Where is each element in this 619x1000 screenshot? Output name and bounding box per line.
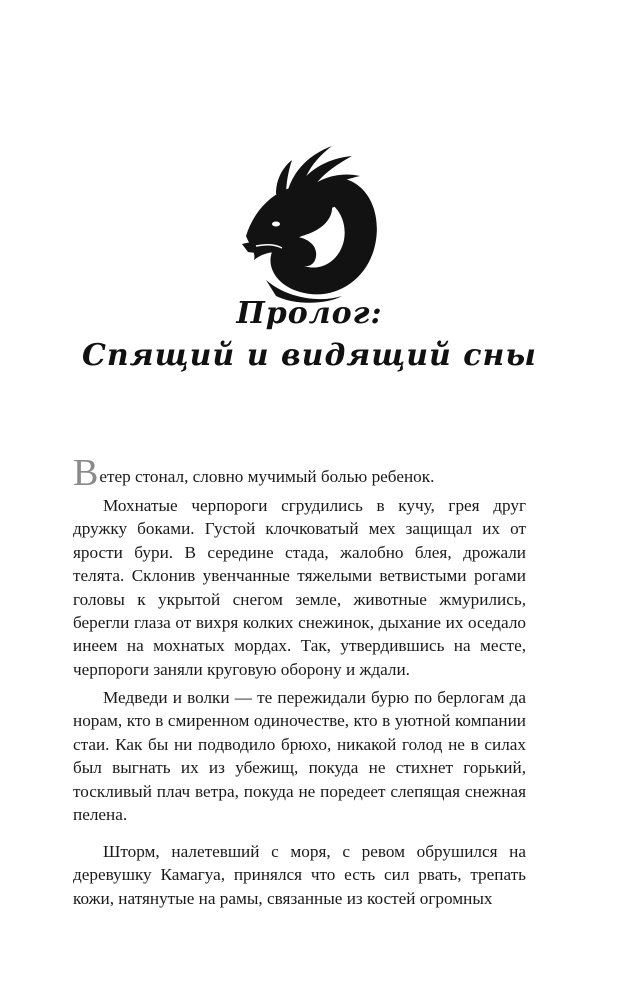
paragraph-1-text: етер стонал, словно мучимый болью ребенок. <box>99 467 435 486</box>
paragraph-2: Мохнатые черпороги сгрудились в кучу, грея друг дружку боками. Густой клочковатый мех защищал их от ярости бури. В середине стада, жалобно блея, дрожали телята. Склонив увенчанные тяжелыми ветвистыми рогами головы к укрытой снегом земле, животные жмурились, берегли глаза от вихря колких снежинок, дыхание их оседало инеем на мохнатых мордах. Так, утвердившись на месте, черпороги заняли круговую оборону и ждали. <box>73 496 526 679</box>
chapter-title-line-1: Пролог: <box>236 296 383 331</box>
paragraph-4: Шторм, налетевший с моря, с ревом обрушился на деревушку Камагуа, принялся что есть сил рвать, трепать кожи, натянутые на рамы, связанные из костей огромных <box>73 842 526 908</box>
drop-cap: В <box>73 452 99 494</box>
paragraph-1 <box>73 452 526 494</box>
dragon-ink-icon <box>236 140 386 305</box>
paragraph-3: Медведи и волки — те пережидали бурю по берлогам да норам, кто в смиренном одиночестве, кто в уютной компании стаи. Как бы ни подводило брюхо, никакой голод не в силах был выгнать их из убежищ, покуда не стихнет горький, тоскливый плач ветра, покуда не поредеет слепящая снежная пелена. <box>73 688 526 825</box>
chapter-title-line-2: Спящий и видящий сны <box>82 338 537 373</box>
